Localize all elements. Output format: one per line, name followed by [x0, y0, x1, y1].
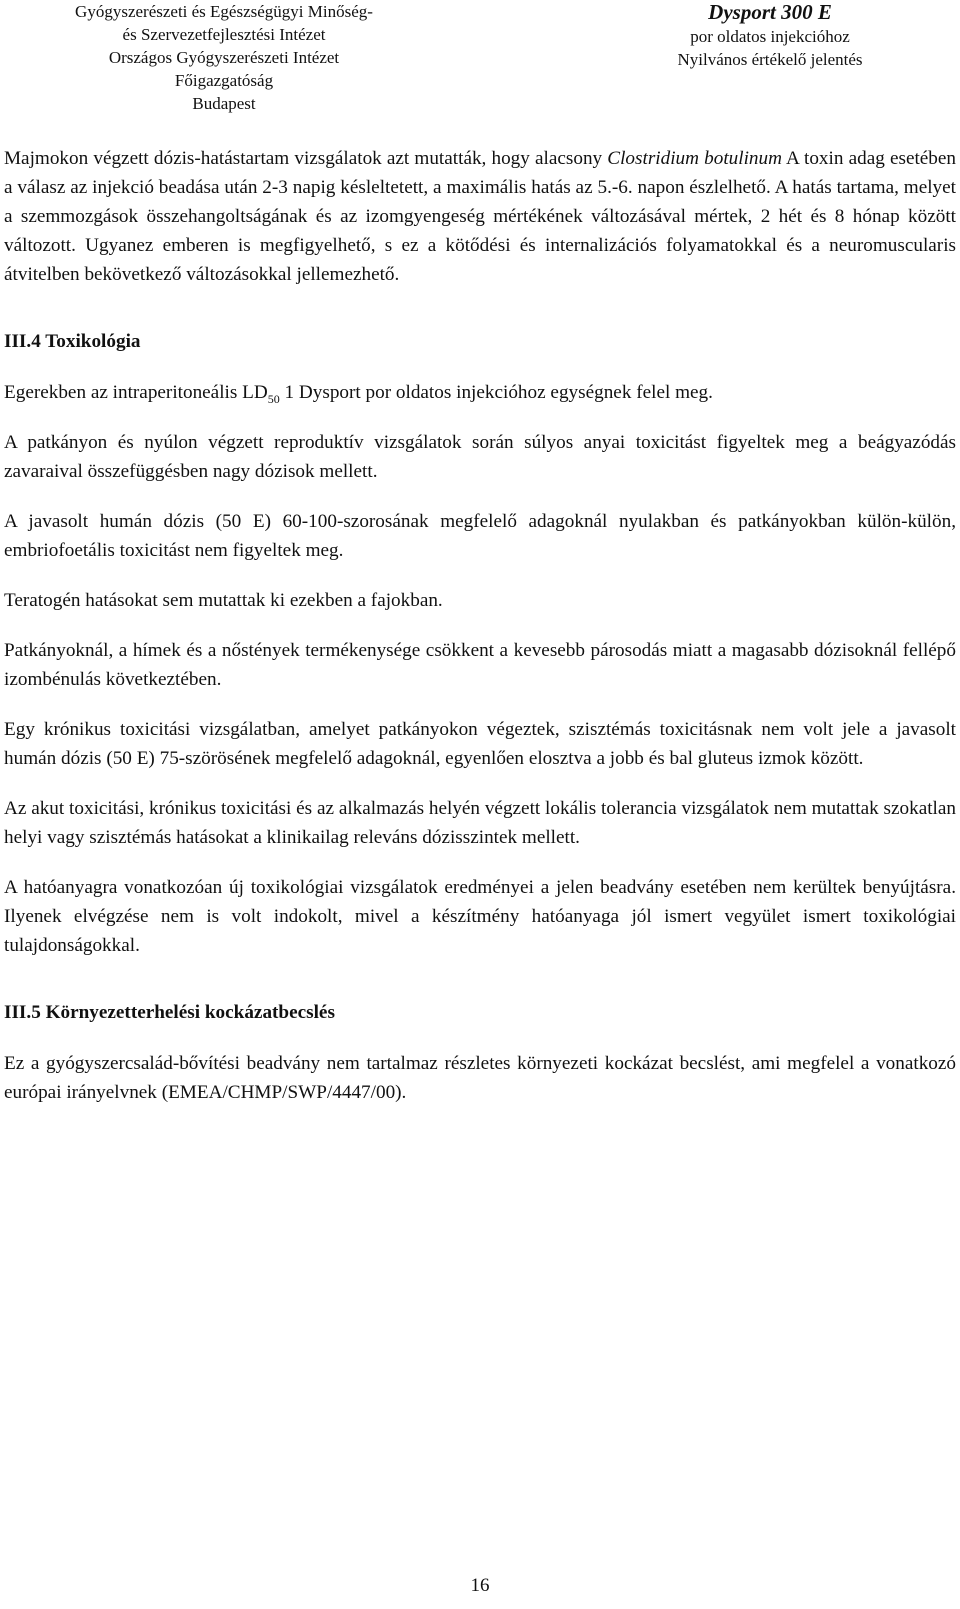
header-institution-line: Főigazgatóság: [174, 71, 274, 90]
section-heading-toxicology: III.4 Toxikológia: [4, 331, 141, 352]
header-institution: [4, 0, 444, 115]
tox-paragraph: A javasolt humán dózis (50 E) 60-100-szorosának megfelelő adagoknál nyulakban és patkányokban külön-külön, embriofoetális toxicitást nem figyeltek meg.: [4, 511, 956, 561]
document-body: [4, 144, 956, 1107]
header-institution-line: Országos Gyógyszerészeti Intézet: [108, 48, 340, 67]
section-heading-environment: III.5 Környezetterhelési kockázatbecslés: [4, 1002, 335, 1023]
page-number: 16: [470, 1575, 490, 1596]
report-type: Nyilvános értékelő jelentés: [677, 50, 863, 69]
product-subtitle: por oldatos injekcióhoz: [690, 27, 850, 46]
ld50-subscript: 50: [267, 391, 280, 406]
tox-paragraph: Egy krónikus toxicitási vizsgálatban, amelyet patkányokon végeztek, szisztémás toxicitásnak nem volt jele a javasolt humán dózis (50 E) 75-szörösének megfelelő adagoknál, egyenlően elosztva a jobb és bal gluteus izmok között.: [4, 719, 956, 769]
tox-paragraph: Teratogén hatásokat sem mutattak ki ezekben a fajokban.: [4, 590, 443, 611]
ld50-text-start: Egerekben az intraperitoneális LD: [4, 382, 268, 403]
header-product: [620, 0, 920, 71]
tox-paragraph: Patkányoknál, a hímek és a nőstények termékenysége csökkent a kevesebb párosodás miatt a magasabb dózisoknál fellépő izombénulás következtében.: [4, 640, 956, 690]
header-institution-line: és Szervezetfejlesztési Intézet: [122, 25, 326, 44]
tox-paragraph: Az akut toxicitási, krónikus toxicitási és az alkalmazás helyén végzett lokális tolerancia vizsgálatok nem mutattak szokatlan helyi vagy szisztémás hatásokat a klinikailag releváns dózisszintek mellett.: [4, 798, 956, 848]
ld50-text-end: 1 Dysport por oldatos injekcióhoz egységnek felel meg.: [279, 382, 713, 403]
env-paragraph: Ez a gyógyszercsalád-bővítési beadvány nem tartalmaz részletes környezeti kockázat becslést, ami megfelel a vonatkozó európai irányelvnek (EMEA/CHMP/SWP/4447/00).: [4, 1053, 956, 1103]
ld50-paragraph: [4, 378, 956, 407]
organism-name: Clostridium botulinum: [607, 148, 782, 169]
tox-paragraph: A patkányon és nyúlon végzett reproduktív vizsgálatok során súlyos anyai toxicitást figyeltek meg a beágyazódás zavaraival összefüggésben nagy dózisok mellett.: [4, 432, 956, 482]
product-name: Dysport 300 E: [708, 0, 832, 24]
tox-paragraph: A hatóanyagra vonatkozóan új toxikológiai vizsgálatok eredményei a jelen beadvány esetében nem kerültek benyújtásra. Ilyenek elvégzése nem is volt indokolt, mivel a készítmény hatóanyaga jól ismert vegyület ismert toxikológiai tulajdonságokkal.: [4, 877, 956, 956]
intro-text-end: A toxin adag esetében a válasz az injekció beadása után 2-3 napig késleltetett, a maximális hatás az 5.-6. napon észlelhető. A hatás tartama, melyet a szemmozgások összehangoltságának és az izomgyengeség mértékének változásával mértek, 2 hét és 8 hónap között változott. Ugyanez emberen is megfigyelhető, s ez a kötődési és internalizációs folyamatokkal és a neuromuscularis átvitelben bekövetkező változásokkal jellemezhető.: [4, 148, 957, 285]
header-institution-line: Budapest: [192, 94, 256, 113]
intro-text-start: Majmokon végzett dózis-hatástartam vizsgálatok azt mutatták, hogy alacsony: [4, 148, 608, 169]
intro-paragraph: [4, 144, 956, 289]
header-institution-line: Gyógyszerészeti és Egészségügyi Minőség-: [75, 2, 373, 21]
